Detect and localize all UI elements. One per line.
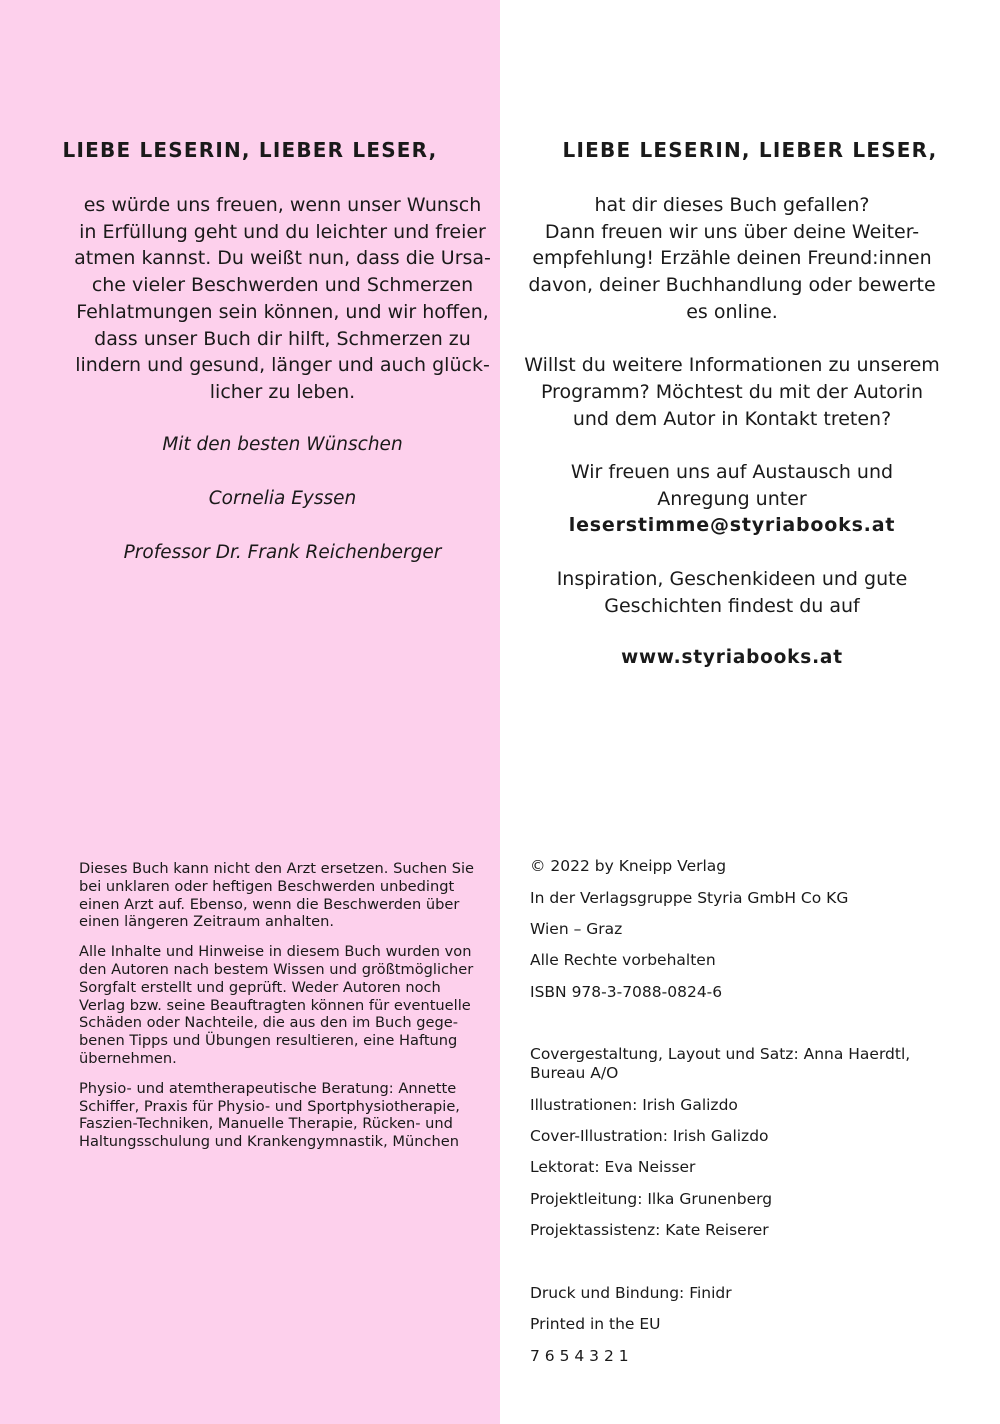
message-line: Anregung unter: [657, 487, 807, 510]
editing-credit: Lektorat: Eva Neisser: [530, 1158, 696, 1176]
letter-body: [70, 192, 495, 406]
letter-line: in Erfüllung geht und du leichter und freier: [79, 220, 486, 243]
message-line: Willst du weitere Informationen zu unserem: [524, 354, 940, 377]
right-page: [500, 0, 1000, 1424]
isbn-line: ISBN 978-3-7088-0824-6: [530, 983, 723, 1001]
right-heading: LIEBE LESERIN, LIEBER LESER,: [562, 138, 938, 162]
message-line: Dann freuen wir uns über deine Weiter-: [544, 220, 920, 243]
design-credit-cont: Bureau A/O: [530, 1064, 619, 1082]
rights-line: Alle Rechte vorbehalten: [530, 951, 716, 969]
closing-greeting: Mit den besten Wünschen: [162, 434, 403, 455]
disclaimer-paragraph: Physio- und atemtherapeutische Beratung: Annette Schiffer, Praxis für Physio- und Sportphysiotherapie, Faszien-Techniken, Manuelle Therapie, Rücken- und Haltungsschulung und Krankengymnastik, München: [79, 1079, 460, 1151]
disclaimer-block: [79, 860, 479, 1163]
website-link[interactable]: www.styriabooks.at: [621, 647, 843, 668]
message-line: es online.: [686, 300, 778, 323]
disclaimer-paragraph: Dieses Buch kann nicht den Arzt ersetzen. Suchen Sie bei unklaren oder heftigen Beschwerden unbedingt einen Arzt auf. Ebenso, wenn die Beschwerden über einen längeren Zeitraum anhalten.: [79, 860, 475, 931]
project-lead-credit: Projektleitung: Ilka Grunenberg: [530, 1190, 773, 1208]
message-line: Programm? Möchtest du mit der Autorin: [540, 380, 924, 403]
author-name-1: Cornelia Eyssen: [208, 488, 357, 509]
publisher-city: Wien – Graz: [530, 920, 623, 938]
message-line: Inspiration, Geschenkideen und gute: [556, 567, 908, 590]
letter-line: atmen kannst. Du weißt nun, dass die Ursa-: [74, 247, 491, 270]
message-line: hat dir dieses Buch gefallen?: [594, 194, 870, 216]
printed-in-line: Printed in the EU: [530, 1315, 661, 1333]
disclaimer-paragraph: Alle Inhalte und Hinweise in diesem Buch wurden von den Autoren nach bestem Wissen und größtmöglicher Sorgfalt erstellt und geprüft. Weder Autoren noch Verlag bzw. seine Beauftragten können für eventuelle Schäden oder Nachteile, die aus den im Buch gegebenen Tipps und Übungen resultieren, eine Haftung übernehmen.: [79, 943, 474, 1067]
publisher-group: In der Verlagsgruppe Styria GmbH Co KG: [530, 889, 849, 907]
author-name-2: Professor Dr. Frank Reichenberger: [123, 542, 442, 563]
letter-line: dass unser Buch dir hilft, Schmerzen zu: [94, 327, 471, 350]
letter-line: licher zu leben.: [209, 380, 356, 403]
message-line: empfehlung! Erzähle deinen Freund:innen: [532, 247, 932, 270]
message-line: und dem Autor in Kontakt treten?: [572, 407, 892, 430]
illustrations-credit: Illustrationen: Irish Galizdo: [530, 1096, 738, 1114]
letter-line: Fehlatmungen sein können, und wir hoffen,: [76, 300, 489, 323]
message-line: Geschichten findest du auf: [604, 594, 860, 617]
letter-line: lindern und gesund, länger und auch glück-: [75, 354, 490, 377]
design-credit: Covergestaltung, Layout und Satz: Anna Haerdtl,: [530, 1045, 911, 1063]
message-line: Wir freuen uns auf Austausch und: [570, 461, 894, 483]
letter-line: es würde uns freuen, wenn unser Wunsch: [83, 194, 482, 216]
contact-email[interactable]: leserstimme@styriabooks.at: [568, 514, 896, 537]
printing-credit: Druck und Bindung: Finidr: [530, 1284, 732, 1302]
message-line: davon, deiner Buchhandlung oder bewerte: [528, 274, 936, 297]
left-heading: LIEBE LESERIN, LIEBER LESER,: [62, 138, 438, 162]
project-assistant-credit: Projektassistenz: Kate Reiserer: [530, 1221, 769, 1239]
printing-numbers: 7 6 5 4 3 2 1: [530, 1347, 629, 1365]
letter-line: che vieler Beschwerden und Schmerzen: [91, 274, 474, 297]
copyright-line: © 2022 by Kneipp Verlag: [530, 857, 727, 875]
reader-message: [522, 192, 942, 619]
cover-illustration-credit: Cover-Illustration: Irish Galizdo: [530, 1127, 769, 1145]
